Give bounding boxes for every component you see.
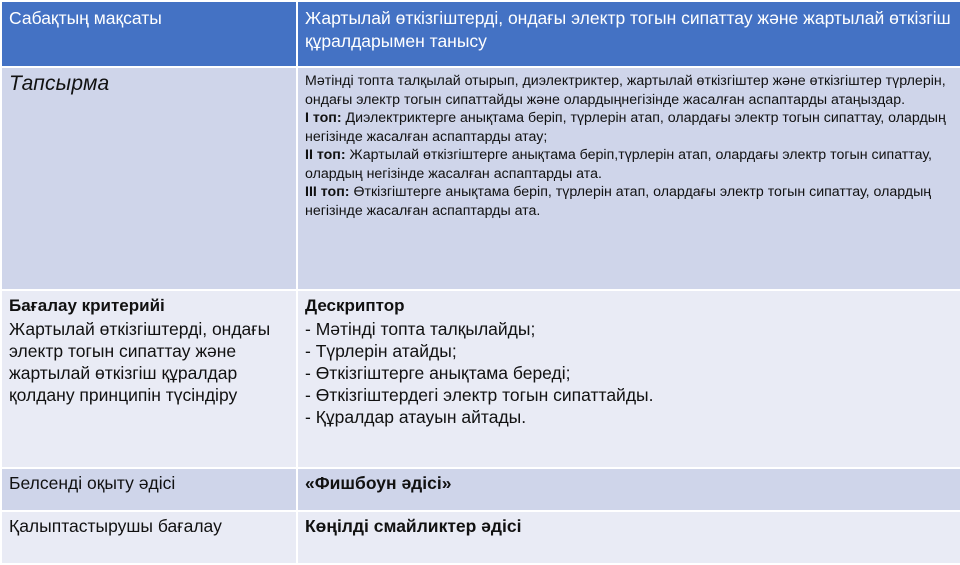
goal-text: Жартылай өткізгіштерді, ондағы электр тогын сипаттау және жартылай өткізгіш құралдарымен танысу: [297, 1, 960, 67]
descriptor-item: - Өткізгіштерге анықтама береді;: [305, 363, 571, 383]
group-3-text: Өткізгіштерге анықтама беріп, түрлерін атап, олардағы электр тогын сипаттау, олардың негізінде жасалған аспаптарды ата.: [305, 184, 932, 219]
descriptor-item: - Мәтінді топта талқылайды;: [305, 319, 536, 339]
goal-label: Сабақтың мақсаты: [1, 1, 297, 67]
method-label: Белсенді оқыту әдісі: [1, 468, 297, 511]
task-text-cell: [297, 67, 960, 290]
descriptor-item: - Түрлерін атайды;: [305, 341, 457, 361]
formative-value: Көңілді смайликтер әдісі: [297, 511, 960, 564]
criteria-title: Бағалау критерийі: [9, 296, 165, 315]
descriptor-cell: [297, 290, 960, 468]
formative-label: Қалыптастырушы бағалау: [1, 511, 297, 564]
task-label: Тапсырма: [9, 72, 110, 95]
group-1-title: І топ:: [305, 110, 342, 126]
method-value: «Фишбоун әдісі»: [297, 468, 960, 511]
group-2-text: Жартылай өткізгіштерге анықтама беріп,түрлерін атап, олардағы электр тогын сипаттау, олардың негізінде жасалған аспаптарды ата.: [305, 147, 932, 182]
group-3-title: ІІІ топ:: [305, 184, 350, 200]
descriptor-item: - Өткізгіштердегі электр тогын сипаттайды.: [305, 385, 654, 405]
criteria-cell: [1, 290, 297, 468]
task-label-cell: [1, 67, 297, 290]
group-3: [305, 183, 954, 220]
method-row: [1, 468, 960, 511]
goal-row: [1, 1, 960, 67]
descriptor-title: Дескриптор: [305, 296, 405, 315]
descriptor-item: - Құралдар атауын айтады.: [305, 407, 527, 427]
group-1: [305, 109, 954, 146]
task-row: [1, 67, 960, 290]
group-2: [305, 146, 954, 183]
group-1-text: Диэлектриктерге анықтама беріп, түрлерін атап, олардағы электр тогын сипаттау, олардың негізінде жасалған аспаптарды атау;: [305, 110, 946, 145]
formative-row: [1, 511, 960, 564]
group-2-title: ІІ топ:: [305, 147, 346, 163]
criteria-text: Жартылай өткізгіштерді, ондағы электр тогын сипаттау және жартылай өткізгіш құралдар қолдану принципін түсіндіру: [9, 319, 271, 405]
task-intro: Мәтінді топта талқылай отырып, диэлектриктер, жартылай өткізгіштер және өткізгіштер түрлерін, ондағы электр тогын сипаттайды және олардыңнегізінде жасалған аспаптарды атаңыздар.: [305, 73, 946, 108]
criteria-row: [1, 290, 960, 468]
